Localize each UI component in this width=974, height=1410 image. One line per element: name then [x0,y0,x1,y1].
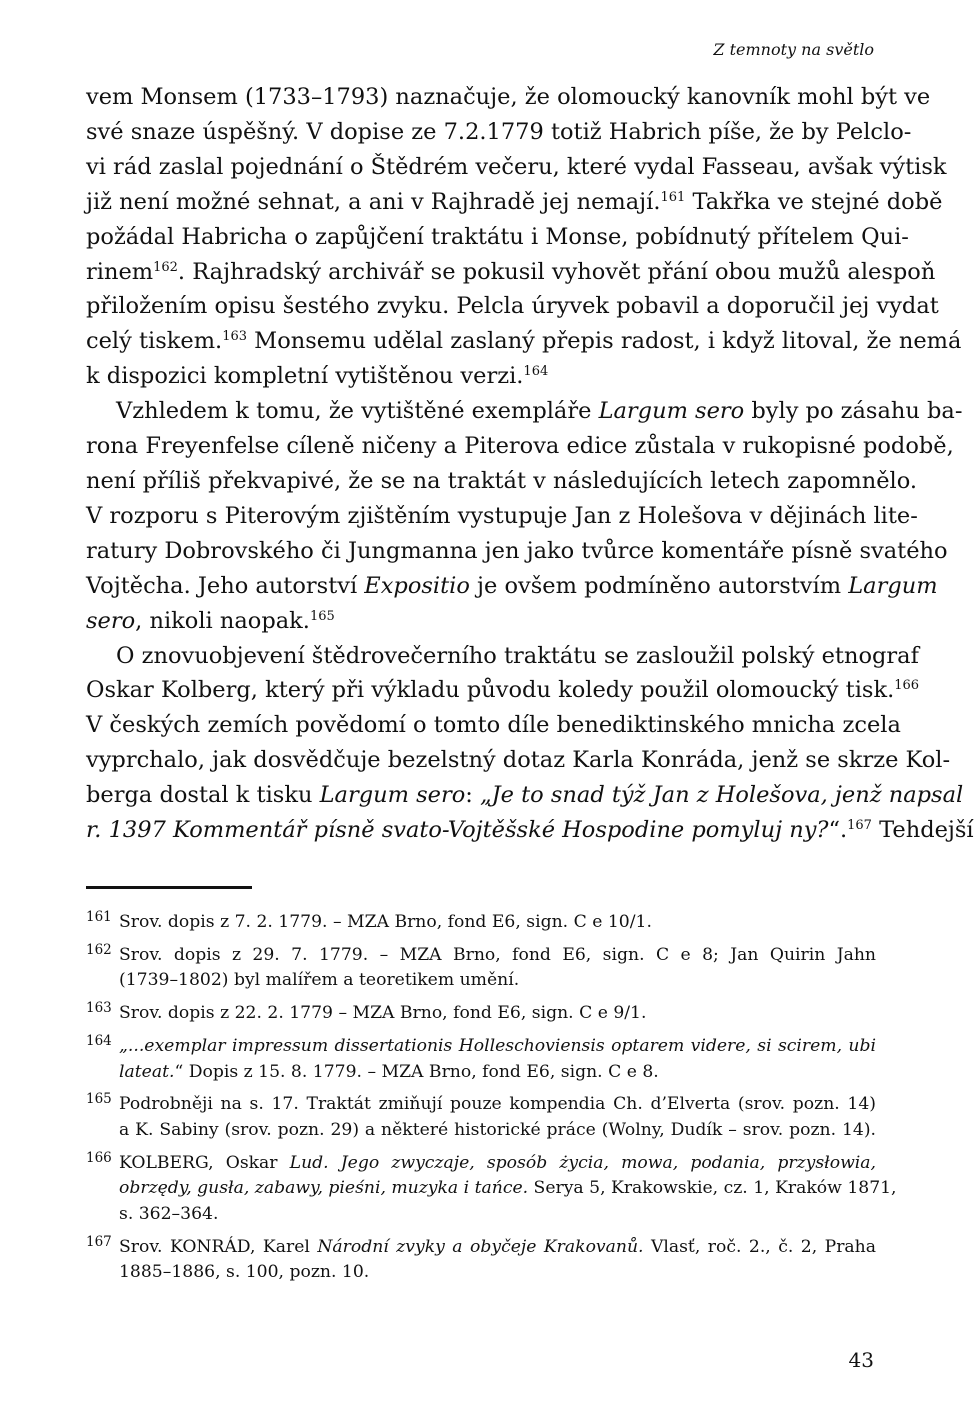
footnote-line: Podrobněji na s. 17. Traktát zmiňují pouze kompendia Ch. d’Elverta (srov. pozn. 14) [119,1094,876,1115]
text-line: V českých zemích povědomí o tomto díle benediktinského mnicha zcela [86,712,901,739]
footnote-number: 163 [86,1000,112,1017]
footnote-number: 165 [86,1091,112,1108]
text-line: Vojtěcha. Jeho autorství Expositio je ovšem podmíněno autorstvím Largum [86,572,938,599]
footnote-ref: 164 [523,364,549,380]
text-line: vyprchalo, jak dosvědčuje bezelstný dotaz Karla Konráda, jenž se skrze Kol- [86,747,951,774]
footnote-number: 167 [86,1233,112,1250]
footnote-line: obrzędy, gusła, zabawy, pieśni, muzyka i tańce. Serya 5, Krakowskie, cz. 1, Kraków 1871, [119,1178,897,1199]
footnote-ref: 165 [309,608,335,624]
text-line: své snaze úspěšný. V dopise ze 7.2.1779 totiž Habrich píše, že by Pelclo- [86,118,912,145]
footnote-line: Srov. KONRÁD, Karel Národní zvyky a obyčeje Krakovanů. Vlasť, roč. 2., č. 2, Praha [119,1236,876,1257]
footnote-number: 162 [86,941,112,958]
footnote-number: 164 [86,1032,112,1049]
paragraph-2 [86,394,963,638]
running-head: Z temnoty na světlo [713,40,874,59]
footnote-number: 166 [86,1149,112,1166]
footnote-line: 1885–1886, s. 100, pozn. 10. [119,1262,370,1283]
footnote [86,1034,876,1085]
text-line: Oskar Kolberg, který při výkladu původu koledy použil olomoucký tisk.$^{166}$ [86,677,920,704]
footnote-ref: 161 [660,189,686,205]
paragraph-3 [86,639,974,848]
text-line: již není možné sehnat, a ani v Rajhradě jej nemají.$^{161}$ Takřka ve stejné době [86,188,943,215]
text-line: Vzhledem k tomu, že vytištěné exempláře Largum sero byly po zásahu ba- [116,398,963,425]
footnote-line: s. 362–364. [119,1203,219,1224]
page-number: 43 [848,1348,874,1372]
footnote [86,910,876,936]
text-line: O znovuobjevení štědrovečerního traktátu se zasloužil polský etnograf [116,642,919,669]
footnote-ref: 162 [153,259,178,275]
text-line: vi rád zaslal pojednání o Štědrém večeru, které vydal Fasseau, avšak výtisk [86,153,947,180]
footnote [86,943,876,994]
footnote-line: KOLBERG, Oskar Lud. Jego zwyczaje, sposób życia, mowa, podania, przysłowia, [119,1152,876,1173]
footnote [86,1149,897,1228]
footnote-line: (1739–1802) byl malířem a teoretikem umění. [119,970,520,991]
text-line: rona Freyenfelse cíleně ničeny a Piterova edice zůstala v rukopisné podobě, [86,433,954,460]
footnote [86,1001,876,1027]
footnote-line: lateat.“ Dopis z 15. 8. 1779. – MZA Brno, fond E6, sign. C e 8. [119,1061,659,1082]
text-line: V rozporu s Piterovým zjištěním vystupuje Jan z Holešova v dějinách lite- [86,502,918,529]
footnote-ref: 167 [847,818,872,834]
footnote-line: Srov. dopis z 29. 7. 1779. – MZA Brno, fond E6, sign. C e 8; Jan Quirin Jahn [119,944,876,965]
paragraph-1 [86,80,962,394]
footnote-separator [86,886,252,889]
footnote-ref: 166 [894,678,920,694]
text-line: není příliš překvapivé, že se na traktát v následujících letech zapomnělo. [86,467,918,494]
footnotes [86,909,897,1293]
footnote-line: Srov. dopis z 7. 2. 1779. – MZA Brno, fond E6, sign. C e 10/1. [119,912,652,932]
footnote-line: Srov. dopis z 22. 2. 1779 – MZA Brno, fond E6, sign. C e 9/1. [119,1003,647,1024]
text-line: přiložením opisu šestého zvyku. Pelcla úryvek pobavil a doporučil jej vydat [86,293,939,320]
footnote [86,1235,876,1286]
text-line: ratury Dobrovského či Jungmanna jen jako tvůrce komentáře písně svatého [86,537,948,564]
footnote-line: „...exemplar impressum dissertationis Holleschoviensis optarem videre, si scirem, ubi [119,1035,876,1056]
footnote-number: 161 [86,909,112,925]
text-line: vem Monsem (1733–1793) naznačuje, že olomoucký kanovník mohl být ve [86,84,931,110]
footnote [86,1092,876,1143]
text-line: sero, nikoli naopak.$^{165}$ [86,607,335,634]
text-line: berga dostal k tisku Largum sero: „Je to snad týž Jan z Holešova, jenž napsal [86,782,964,809]
body-text [86,80,974,848]
text-line: r. 1397 Kommentář písně svato-Vojtěšské Hospodine pomyluj ny?“.$^{167}$ Tehdejší [86,817,974,844]
text-line: k dispozici kompletní vytištěnou verzi.$^{164}$ [86,363,549,390]
text-line: rinem$^{162}$. Rajhradský archivář se pokusil vyhovět přání obou mužů alespoň [86,258,936,285]
text-line: celý tiskem.$^{163}$ Monsemu udělal zaslaný přepis radost, i když litoval, že nemá [86,328,962,355]
text-line: požádal Habricha o zapůjčení traktátu i Monse, pobídnutý přítelem Qui- [86,223,909,250]
footnote-ref: 163 [222,329,248,345]
footnote-line: a K. Sabiny (srov. pozn. 29) a některé historické práce (Wolny, Dudík – srov. pozn. 14). [119,1119,876,1140]
